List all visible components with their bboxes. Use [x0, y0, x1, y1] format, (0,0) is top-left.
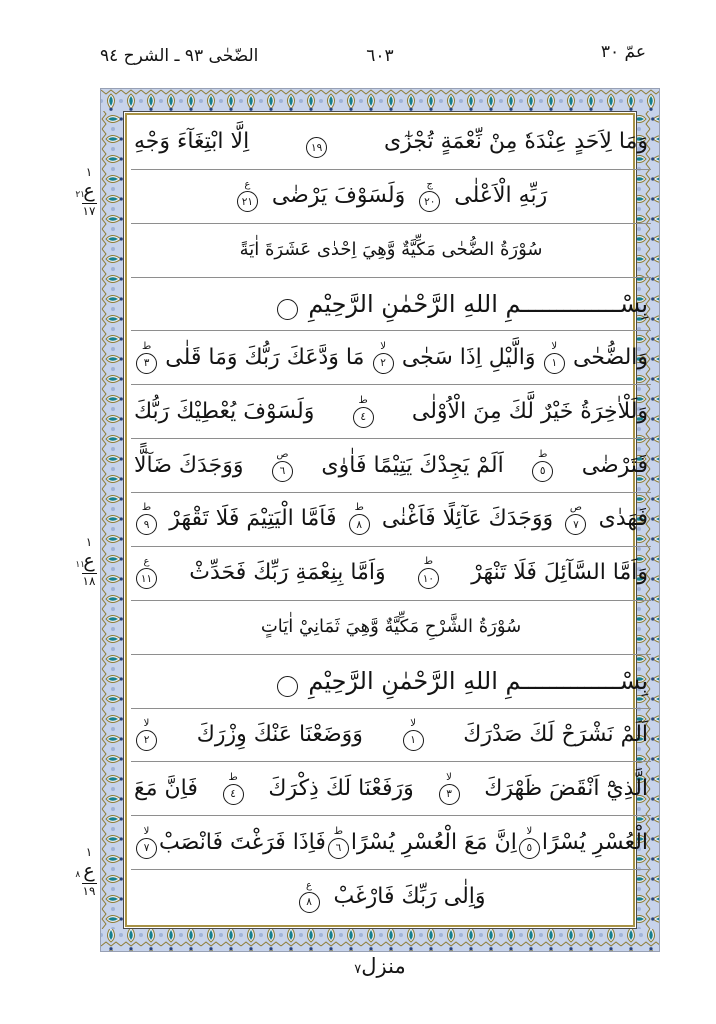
ruku-marker — [74, 536, 104, 588]
ayah-number-badge — [223, 773, 244, 805]
ayah-number-badge — [519, 827, 540, 859]
mushaf-line-1 — [131, 116, 651, 170]
verse-text: الْعُسْرِ يُسْرًا — [541, 829, 649, 855]
ayah-number-badge — [403, 719, 424, 751]
ain-glyph: ع — [83, 550, 95, 573]
ayah-number-badge — [439, 773, 460, 805]
ayat-count: ٨ — [75, 870, 81, 881]
waqf-mark: ط — [354, 502, 364, 514]
ayah-circle: ١ — [403, 730, 424, 751]
ayah-number-badge — [532, 450, 553, 482]
mushaf-line-3 — [131, 224, 651, 278]
verse-text: وَوَضَعْنَا عَنْكَ وِزْرَكَ — [196, 721, 363, 747]
mushaf-line-8 — [131, 493, 651, 547]
verse-text: الَّذِيْٓ اَنْقَضَ ظَهْرَكَ — [484, 775, 649, 801]
ayah-circle: ٦ — [328, 838, 349, 859]
bismillah-text: بِسْــــــــــــــمِ اللهِ الرَّحْمٰنِ الرَّحِيْمِ — [308, 290, 649, 319]
ayah-number-badge — [136, 342, 157, 374]
ayah-number-badge — [565, 503, 586, 535]
mushaf-line-12 — [131, 709, 651, 763]
mushaf-line-14 — [131, 816, 651, 870]
ayah-circle: ٢٠ — [419, 191, 440, 212]
ayah-number-badge — [136, 719, 157, 751]
verse-text: وَالَّيْلِ اِذَا سَجٰى — [401, 344, 536, 370]
surah-names-label: الضّحٰى ٩٣ ـ الشرح ٩٤ — [100, 46, 259, 66]
ayah-circle: ٧ — [565, 514, 586, 535]
ayah-circle: ٤ — [353, 407, 374, 428]
verse-text: اِلَّا ابْتِغَآءَ وَجْهِ — [134, 129, 250, 155]
ayah-circle: ٩ — [136, 514, 157, 535]
waqf-mark: ط — [358, 394, 368, 406]
ayah-circle: ١٠ — [418, 568, 439, 589]
waqf-mark: لا — [143, 717, 150, 729]
ayah-number-badge — [299, 881, 320, 913]
ayah-circle: ٢ — [136, 730, 157, 751]
mushaf-line-7 — [131, 439, 651, 493]
ayah-number-badge — [349, 503, 370, 535]
ayah-circle: ٦ — [272, 461, 293, 482]
manzil-number: ٧ — [354, 962, 362, 977]
ayah-number-badge — [136, 503, 157, 535]
verse-text: وَوَجَدَكَ ضَآلًّا — [134, 452, 244, 478]
ruku-serial: ١٩ — [82, 884, 96, 899]
ayah-number-badge — [277, 288, 298, 320]
ruku-number: ١ — [85, 535, 93, 549]
waqf-mark: ج — [426, 179, 433, 191]
waqf-mark: لا — [446, 771, 452, 783]
waqf-mark: ط — [423, 556, 434, 568]
ayah-circle: ٥ — [532, 461, 553, 482]
bismillah-text: بِسْــــــــــــــمِ اللهِ الرَّحْمٰنِ الرَّحِيْمِ — [308, 667, 649, 696]
waqf-mark: ط — [228, 771, 238, 783]
verse-text: وَرَفَعْنَا لَكَ ذِكْرَكَ — [268, 775, 414, 801]
waqf-mark: ع — [143, 556, 150, 568]
verse-text: رَبِّهِ الْاَعْلٰى — [454, 183, 548, 209]
surah-title: سُوْرَةُ الضُّحٰى مَكِّيَّةٌ وَّهِيَ اِحْدٰى عَشَرَةَ اٰيَةً — [239, 239, 543, 261]
ayah-circle: ٨ — [299, 892, 320, 913]
waqf-mark: لا — [526, 825, 533, 837]
ruku-marker — [74, 846, 104, 898]
ayah-number-badge — [418, 557, 439, 589]
ruku-number: ١ — [85, 845, 93, 859]
ayah-number-badge — [373, 342, 394, 374]
mushaf-line-5 — [131, 331, 651, 385]
mushaf-line-11 — [131, 655, 651, 709]
verse-text: وَلَسَوْفَ يُعْطِيْكَ رَبُّكَ — [134, 398, 315, 424]
waqf-mark: ط — [538, 448, 548, 460]
ruku-marker — [74, 166, 104, 218]
waqf-mark: لا — [143, 825, 150, 837]
ruku-serial: ١٧ — [82, 204, 96, 219]
waqf-mark: ط — [141, 502, 152, 514]
verse-text: مَا وَدَّعَكَ رَبُّكَ وَمَا قَلٰى — [165, 344, 365, 370]
ayah-number-badge — [136, 827, 157, 859]
mushaf-line-2 — [131, 170, 651, 224]
ayah-circle: ٣ — [439, 784, 460, 805]
page-header — [0, 42, 716, 76]
ruku-number: ١ — [85, 165, 93, 179]
verse-text: فَتَرْضٰى — [581, 452, 649, 478]
waqf-mark: ط — [333, 825, 344, 837]
ayah-circle: ٢ — [373, 353, 394, 374]
ayah-circle: ٨ — [349, 514, 370, 535]
ayah-circle: ١١ — [136, 568, 157, 589]
waqf-mark: لا — [551, 340, 558, 352]
ayah-circle: ٧ — [136, 838, 157, 859]
verse-text: وَاِلٰى رَبِّكَ فَارْغَبْ — [333, 884, 486, 910]
waqf-mark: ط — [141, 340, 152, 352]
mushaf-lines — [131, 116, 649, 924]
surah-title: سُوْرَةُ الشَّرْحِ مَكِّيَّةٌ وَّهِيَ ثَمَانِيْ اٰيَاتٍ — [260, 616, 522, 638]
ayah-number-badge — [306, 126, 327, 158]
manzil-label — [100, 954, 660, 978]
ayah-number-badge — [272, 450, 293, 482]
waqf-mark: ع — [244, 179, 251, 191]
ayah-circle: ٣ — [136, 353, 157, 374]
ain-glyph: ع — [83, 180, 95, 203]
juz-label: عمّ ٣٠ — [600, 42, 646, 62]
waqf-mark: ص — [569, 502, 582, 514]
manzil-word: منزل — [361, 954, 406, 978]
ornamental-border — [100, 88, 660, 952]
mushaf-line-13 — [131, 762, 651, 816]
verse-text: اِنَّ مَعَ الْعُسْرِ يُسْرًا — [350, 829, 517, 855]
verse-text: وَاَمَّا بِنِعْمَةِ رَبِّكَ فَحَدِّثْ — [189, 560, 386, 586]
ayah-number-badge — [328, 827, 349, 859]
ayah-number-badge — [237, 180, 258, 212]
ayah-number-badge — [136, 557, 157, 589]
verse-text: فَاِذَا فَرَغْتَ فَانْصَبْ — [159, 829, 326, 855]
text-panel — [123, 111, 649, 929]
waqf-mark: ص — [276, 448, 289, 460]
ruku-serial: ١٨ — [82, 574, 96, 589]
ayah-circle — [277, 676, 298, 697]
waqf-mark: لا — [380, 340, 386, 352]
verse-text: وَلَلْاٰخِرَةُ خَيْرٌ لَّكَ مِنَ الْاُوْلٰى — [411, 398, 649, 424]
mushaf-line-4 — [131, 278, 651, 332]
verse-text: وَوَجَدَكَ عَآئِلًا فَاَغْنٰى — [381, 506, 554, 532]
ayah-circle: ١ — [544, 353, 565, 374]
ayah-circle — [277, 299, 298, 320]
ayah-number-badge — [277, 665, 298, 697]
mushaf-line-9 — [131, 547, 651, 601]
verse-text: وَمَا لِاَحَدٍ عِنْدَهٗ مِنْ نِّعْمَةٍ تُجْزٰٓى — [383, 129, 649, 155]
waqf-mark: لا — [410, 717, 416, 729]
verse-text: فَاِنَّ مَعَ — [134, 775, 198, 801]
verse-text: وَاَمَّا السَّآئِلَ فَلَا تَنْهَرْ — [471, 560, 649, 586]
mushaf-line-6 — [131, 385, 651, 439]
ayah-circle: ٥ — [519, 838, 540, 859]
ayat-count: ٢١ — [75, 190, 85, 201]
ayah-circle: ٤ — [223, 784, 244, 805]
verse-text: وَالضُّحٰى — [572, 344, 649, 370]
verse-text: فَهَدٰى — [598, 506, 649, 532]
ayah-number-badge — [353, 396, 374, 428]
ain-glyph: ع — [83, 860, 95, 883]
ayah-circle: ١٩ — [306, 137, 327, 158]
ayah-number-badge — [419, 180, 440, 212]
verse-text: وَلَسَوْفَ يَرْضٰى — [271, 183, 406, 209]
ayat-count: ١١ — [75, 560, 85, 571]
verse-text: اَلَمْ يَجِدْكَ يَتِيْمًا فَاٰوٰى — [321, 452, 504, 478]
ayah-number-badge — [544, 342, 565, 374]
mushaf-line-10 — [131, 601, 651, 655]
ayah-circle: ٢١ — [237, 191, 258, 212]
verse-text: اَلَمْ نَشْرَحْ لَكَ صَدْرَكَ — [463, 721, 649, 747]
page-number: ٦٠٣ — [366, 46, 394, 66]
waqf-mark: ع — [306, 880, 312, 892]
mushaf-line-15 — [131, 870, 651, 924]
verse-text: فَاَمَّا الْيَتِيْمَ فَلَا تَقْهَرْ — [169, 506, 337, 532]
